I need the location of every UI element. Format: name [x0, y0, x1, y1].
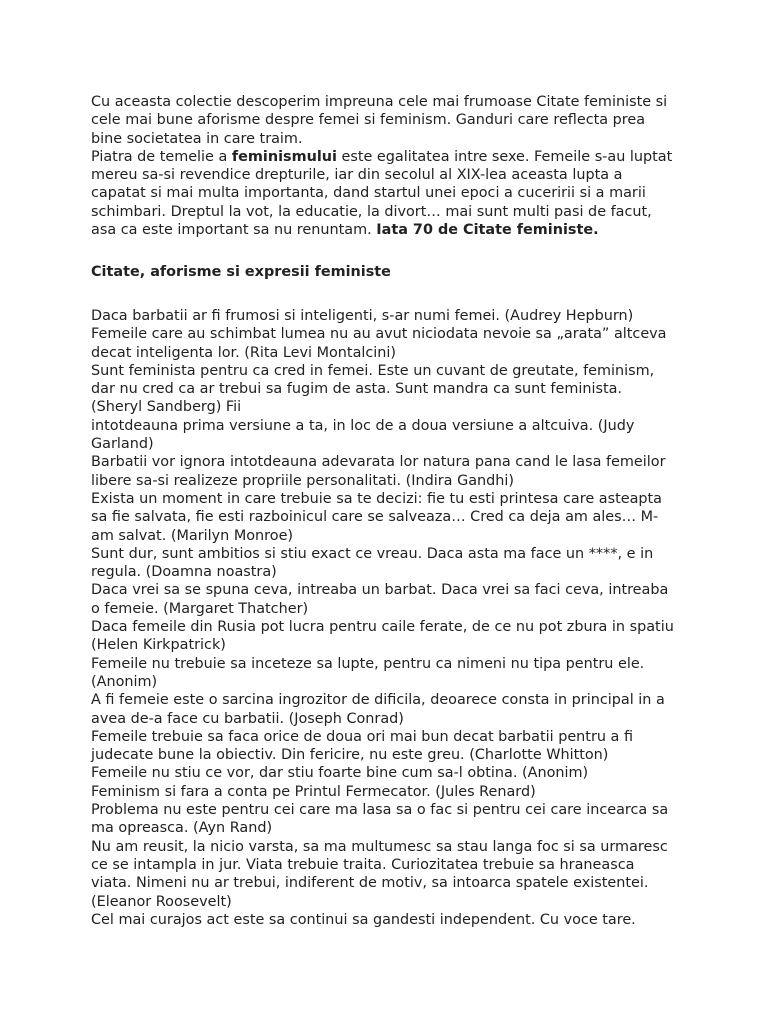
intro-paragraph-2	[91, 148, 691, 239]
intro-p2-text-start: Piatra de temelie a	[91, 148, 232, 165]
section-heading: Citate, aforisme si expresii feministe	[91, 264, 391, 280]
document-page	[91, 93, 691, 928]
intro-p2-bold-end: Iata 70 de Citate feministe.	[376, 222, 599, 239]
quotes-list: Daca barbatii ar fi frumosi si inteligenti, s-ar numi femei. (Audrey Hepburn) Femeile care au schimbat lumea nu au avut niciodata nevoie sa „arata” altceva decat inteligenta lor. (Rita Levi Montalcini) Sunt feminista pentru ca cred in femei. Este un cuvant de greutate, feminism, dar nu cred ca ar trebui sa fugim de asta. Sunt mandra ca sunt feminista. (Sheryl Sandberg) Fii intotdeauna prima versiune a ta, in loc de a doua versiune a altcuiva. (Judy Garland) Barbatii vor ignora intotdeauna adevarata lor natura pana cand le lasa femeilor libere sa-si realizeze propriile personalitati. (Indira Gandhi) Exista un moment in care trebuie sa te decizi: fie tu esti printesa care asteapta sa fie salvata, fie esti razboinicul care se salveaza… Cred ca deja am ales… M- am salvat. (Marilyn Monroe) Sunt dur, sunt ambitios si stiu exact ce vreau. Daca asta ma face un ****, e in regula. (Doamna noastra) Daca vrei sa se spuna ceva, intreaba un barbat. Daca vrei sa faci ceva, intreaba o femeie. (Margaret Thatcher) Daca femeile din Rusia pot lucra pentru caile ferate, de ce nu pot zbura in spatiu (Helen Kirkpatrick) Femeile nu trebuie sa inceteze sa lupte, pentru ca nimeni nu tipa pentru ele. (Anonim) A fi femeie este o sarcina ingrozitor de dificila, deoarece consta in principal in a avea de-a face cu barbatii. (Joseph Conrad) Femeile trebuie sa faca orice de doua ori mai bun decat barbatii pentru a fi judecate bune la obiectiv. Din fericire, nu este greu. (Charlotte Whitton) Femeile nu stiu ce vor, dar stiu foarte bine cum sa-l obtina. (Anonim) Feminism si fara a conta pe Printul Fermecator. (Jules Renard) Problema nu este pentru cei care ma lasa sa o fac si pentru cei care incearca sa ma opreasca. (Ayn Rand) Nu am reusit, la nicio varsta, sa ma multumesc sa stau langa foc si sa urmaresc ce se intampla in jur. Viata trebuie traita. Curiozitatea trebuie sa hraneasca viata. Nimeni nu ar trebui, indiferent de motiv, sa intoarca spatele existentei. (Eleanor Roosevelt) Cel mai curajos act este sa continui sa gandesti independent. Cu voce tare.	[91, 308, 674, 928]
feminism-bold: feminismului	[231, 148, 337, 165]
intro-p2-text-middle: este egalitatea intre sexe. Femeile s-au luptat mereu sa-si revendice drepturile, iar din secolul al XIX-lea aceasta lupta a capatat si mai multa importanta, dand startul unei epoci a cuceririi si a marii schimbari. Dreptul la vot, la educatie, la divort… mai sunt multi pasi de facut, asa ca este important sa nu renuntam.	[91, 148, 673, 239]
intro-paragraph-1: Cu aceasta colectie descoperim impreuna cele mai frumoase Citate feministe si cele mai bune aforisme despre femei si feminism. Ganduri care reflecta prea bine societatea in care traim.	[91, 94, 668, 147]
